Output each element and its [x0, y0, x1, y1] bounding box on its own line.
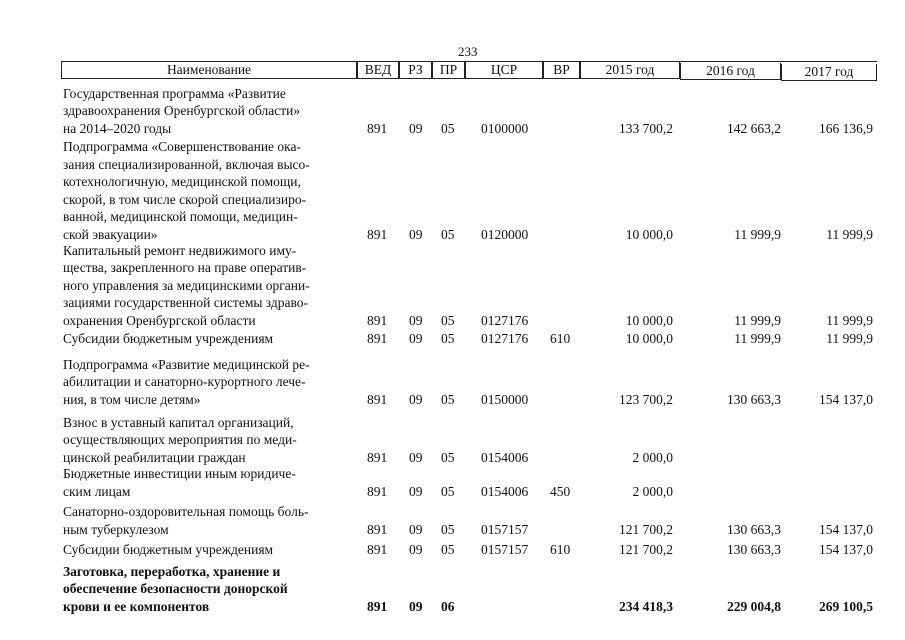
row-2015: 2 000,0 [632, 449, 673, 465]
row-csr: 0157157 [481, 541, 529, 557]
header-2017: 2017 год [781, 64, 877, 81]
table-header [61, 61, 877, 80]
row-ved: 891 [367, 541, 388, 557]
row-pr: 06 [441, 598, 455, 614]
row-2015: 10 000,0 [625, 312, 673, 328]
row-2017: 269 100,5 [819, 598, 873, 614]
row-ved: 891 [367, 521, 388, 537]
row-ved: 891 [367, 226, 388, 242]
row-name: Субсидии бюджетным учреждениям [63, 541, 274, 557]
row-pr: 05 [441, 391, 455, 407]
row-rz: 09 [409, 120, 423, 136]
row-name: Капитальный ремонт недвижимого иму- щества, закрепленного на праве оператив- ного управления за медицинскими органи- зациями государственной системы здраво- охранения Оренбургской области [63, 242, 310, 328]
header-pr: ПР [432, 62, 465, 79]
row-2017: 154 137,0 [819, 541, 873, 557]
table-row [63, 540, 878, 558]
table-row [63, 503, 878, 538]
row-rz: 09 [409, 521, 423, 537]
row-name: Государственная программа «Развитие здравоохранения Оренбургской области» на 2014–2020 годы [63, 85, 301, 136]
header-name: Наименование [61, 62, 357, 79]
row-csr: 0154006 [481, 449, 529, 465]
row-ved: 891 [367, 449, 388, 465]
row-2017: 166 136,9 [819, 120, 873, 136]
row-rz: 09 [409, 330, 423, 346]
header-ved: ВЕД [357, 62, 399, 79]
row-pr: 05 [441, 483, 455, 499]
row-2015: 10 000,0 [625, 226, 673, 242]
table-row [63, 329, 878, 347]
header-csr: ЦСР [465, 62, 543, 79]
row-2016: 130 663,3 [727, 541, 781, 557]
table-row [63, 84, 878, 137]
row-2015: 123 700,2 [619, 391, 673, 407]
row-ved: 891 [367, 312, 388, 328]
row-csr: 0127176 [481, 330, 529, 346]
row-2017: 11 999,9 [826, 226, 873, 242]
row-2015: 234 418,3 [619, 598, 673, 614]
row-2016: 11 999,9 [734, 330, 781, 346]
row-ved: 891 [367, 598, 388, 614]
row-pr: 05 [441, 120, 455, 136]
row-2015: 10 000,0 [625, 330, 673, 346]
row-rz: 09 [409, 483, 423, 499]
row-ved: 891 [367, 120, 388, 136]
row-name: Подпрограмма «Развитие медицинской ре- абилитации и санаторно-курортного лече- ния, в том числе детям» [63, 356, 310, 407]
row-2017: 11 999,9 [826, 312, 873, 328]
row-vr: 450 [550, 483, 571, 499]
row-2015: 121 700,2 [619, 541, 673, 557]
row-rz: 09 [409, 541, 423, 557]
row-name: Подпрограмма «Совершенствование ока- зания специализированной, включая высо- котехнологичную, медицинской помощи, скорой, в том числе скорой специализиро- ванной, медицинской помощи, медицин- ской эвакуации» [63, 139, 310, 242]
row-pr: 05 [441, 521, 455, 537]
row-rz: 09 [409, 391, 423, 407]
row-ved: 891 [367, 391, 388, 407]
table-row [63, 413, 878, 466]
row-name: Санаторно-оздоровительная помощь боль- ным туберкулезом [63, 504, 309, 537]
header-2016: 2016 год [680, 63, 781, 80]
row-name: Взнос в уставный капитал организаций, осуществляющих мероприятия по меди- цинской реабилитации граждан [63, 414, 297, 465]
row-csr: 0157157 [481, 521, 529, 537]
row-2017: 11 999,9 [826, 330, 873, 346]
header-2015: 2015 год [580, 62, 680, 79]
table-row [63, 562, 878, 615]
row-name: Заготовка, переработка, хранение и обеспечение безопасности донорской крови и ее компонентов [63, 563, 288, 614]
header-rz: РЗ [399, 62, 432, 79]
row-ved: 891 [367, 330, 388, 346]
table-row [63, 465, 878, 500]
row-ved: 891 [367, 483, 388, 499]
row-csr: 0127176 [481, 312, 529, 328]
row-name: Бюджетные инвестиции иным юридиче- ским лицам [63, 466, 296, 499]
row-pr: 05 [441, 226, 455, 242]
row-csr: 0120000 [481, 226, 529, 242]
row-pr: 05 [441, 541, 455, 557]
row-csr: 0150000 [481, 391, 529, 407]
header-vr: ВР [543, 62, 580, 79]
row-2017: 154 137,0 [819, 391, 873, 407]
row-2015: 133 700,2 [619, 120, 673, 136]
row-pr: 05 [441, 312, 455, 328]
row-2017: 154 137,0 [819, 521, 873, 537]
row-csr: 0100000 [481, 120, 529, 136]
row-rz: 09 [409, 226, 423, 242]
row-2016: 11 999,9 [734, 312, 781, 328]
page-number: 233 [458, 44, 478, 59]
row-rz: 09 [409, 312, 423, 328]
table-row [63, 241, 878, 329]
row-vr: 610 [550, 330, 571, 346]
row-2015: 2 000,0 [632, 483, 673, 499]
row-vr: 610 [550, 541, 571, 557]
table-row [63, 137, 878, 243]
row-name: Субсидии бюджетным учреждениям [63, 330, 274, 346]
row-csr: 0154006 [481, 483, 529, 499]
row-2016: 130 663,3 [727, 391, 781, 407]
row-2016: 11 999,9 [734, 226, 781, 242]
row-2016: 142 663,2 [727, 120, 781, 136]
row-2016: 130 663,3 [727, 521, 781, 537]
row-pr: 05 [441, 330, 455, 346]
row-rz: 09 [409, 449, 423, 465]
row-2015: 121 700,2 [619, 521, 673, 537]
table-row [63, 352, 878, 408]
row-2016: 229 004,8 [727, 598, 781, 614]
row-pr: 05 [441, 449, 455, 465]
row-rz: 09 [409, 598, 423, 614]
